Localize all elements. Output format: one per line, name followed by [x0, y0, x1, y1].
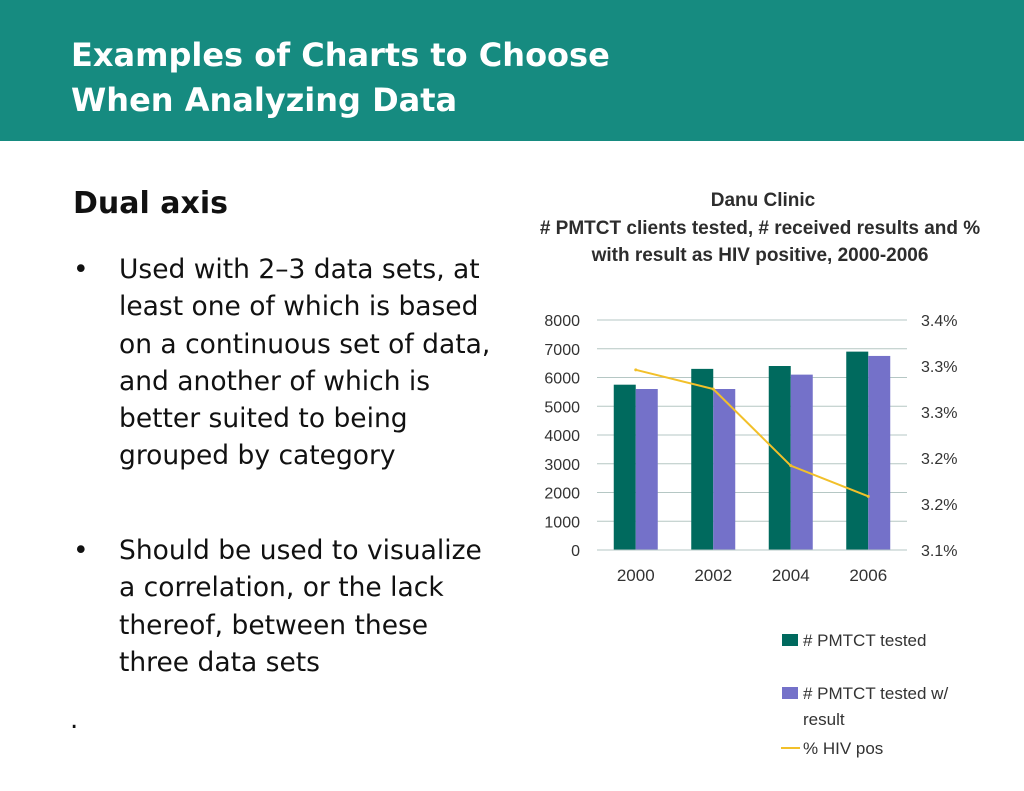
title-banner: [0, 0, 1024, 141]
x-axis-tick-label: 2006: [849, 566, 888, 585]
bullet-marker: •: [73, 254, 89, 285]
left-axis-tick-label: 4000: [544, 428, 580, 445]
slide-title: Examples of Charts to Choose When Analyzing Data: [71, 36, 610, 119]
legend-label: result: [803, 710, 845, 729]
left-axis-tick-label: 5000: [544, 399, 580, 417]
right-axis-tick-label: 3.3%: [921, 405, 958, 422]
bar-tested: [769, 366, 791, 550]
right-axis-tick-label: 3.4%: [921, 313, 958, 330]
trailing-period: .: [70, 705, 79, 735]
bar-tested-with-result: [791, 375, 813, 550]
x-axis-tick-label: 2000: [616, 566, 655, 585]
bar-tested-with-result: [636, 389, 658, 550]
chart-subtitle-line: # PMTCT clients tested, # received results and %: [539, 218, 981, 239]
left-axis-tick-label: 8000: [544, 313, 580, 330]
bullet-text-1: Used with 2–3 data sets, at least one of which is based on a continuous set of data, and another of which is better suited to being grouped by category: [119, 254, 491, 472]
legend-label: # PMTCT tested: [803, 631, 927, 650]
left-axis-tick-label: 2000: [544, 485, 580, 503]
legend-label: # PMTCT tested w/: [803, 684, 949, 703]
line-series-hiv-pos: [636, 370, 869, 497]
line-point: [634, 368, 637, 371]
line-point: [867, 495, 870, 498]
bullet-marker: •: [73, 535, 89, 566]
bar-tested-with-result: [713, 389, 735, 550]
right-axis-tick-label: 3.2%: [921, 497, 958, 514]
line-point: [712, 388, 715, 391]
bar-tested: [614, 385, 636, 550]
x-axis-tick-label: 2002: [694, 566, 733, 585]
chart-title: Danu Clinic: [710, 190, 816, 211]
left-axis-tick-label: 6000: [544, 370, 580, 388]
bar-tested-with-result: [868, 356, 890, 550]
bar-tested: [846, 352, 868, 550]
chart-canvas: [470, 178, 1024, 788]
right-axis-tick-label: 3.3%: [921, 359, 958, 376]
legend-swatch: [782, 687, 798, 699]
left-axis-tick-label: 0: [571, 543, 580, 560]
x-axis-tick-label: 2004: [771, 566, 810, 585]
left-axis-tick-label: 7000: [544, 341, 580, 359]
legend-label: % HIV pos: [803, 739, 884, 758]
right-axis-tick-label: 3.2%: [921, 451, 958, 468]
left-axis-tick-label: 3000: [544, 456, 580, 474]
line-point: [789, 464, 792, 467]
right-axis-tick-label: 3.1%: [921, 543, 958, 560]
chart-subtitle-line: with result as HIV positive, 2000-2006: [591, 245, 929, 266]
section-heading: Dual axis: [73, 186, 228, 221]
bar-tested: [691, 369, 713, 550]
legend-swatch: [782, 634, 798, 646]
bullet-text-2: Should be used to visualize a correlation, or the lack thereof, between these three data sets: [119, 535, 482, 678]
left-axis-tick-label: 1000: [544, 514, 580, 532]
dual-axis-chart: [470, 178, 1024, 788]
